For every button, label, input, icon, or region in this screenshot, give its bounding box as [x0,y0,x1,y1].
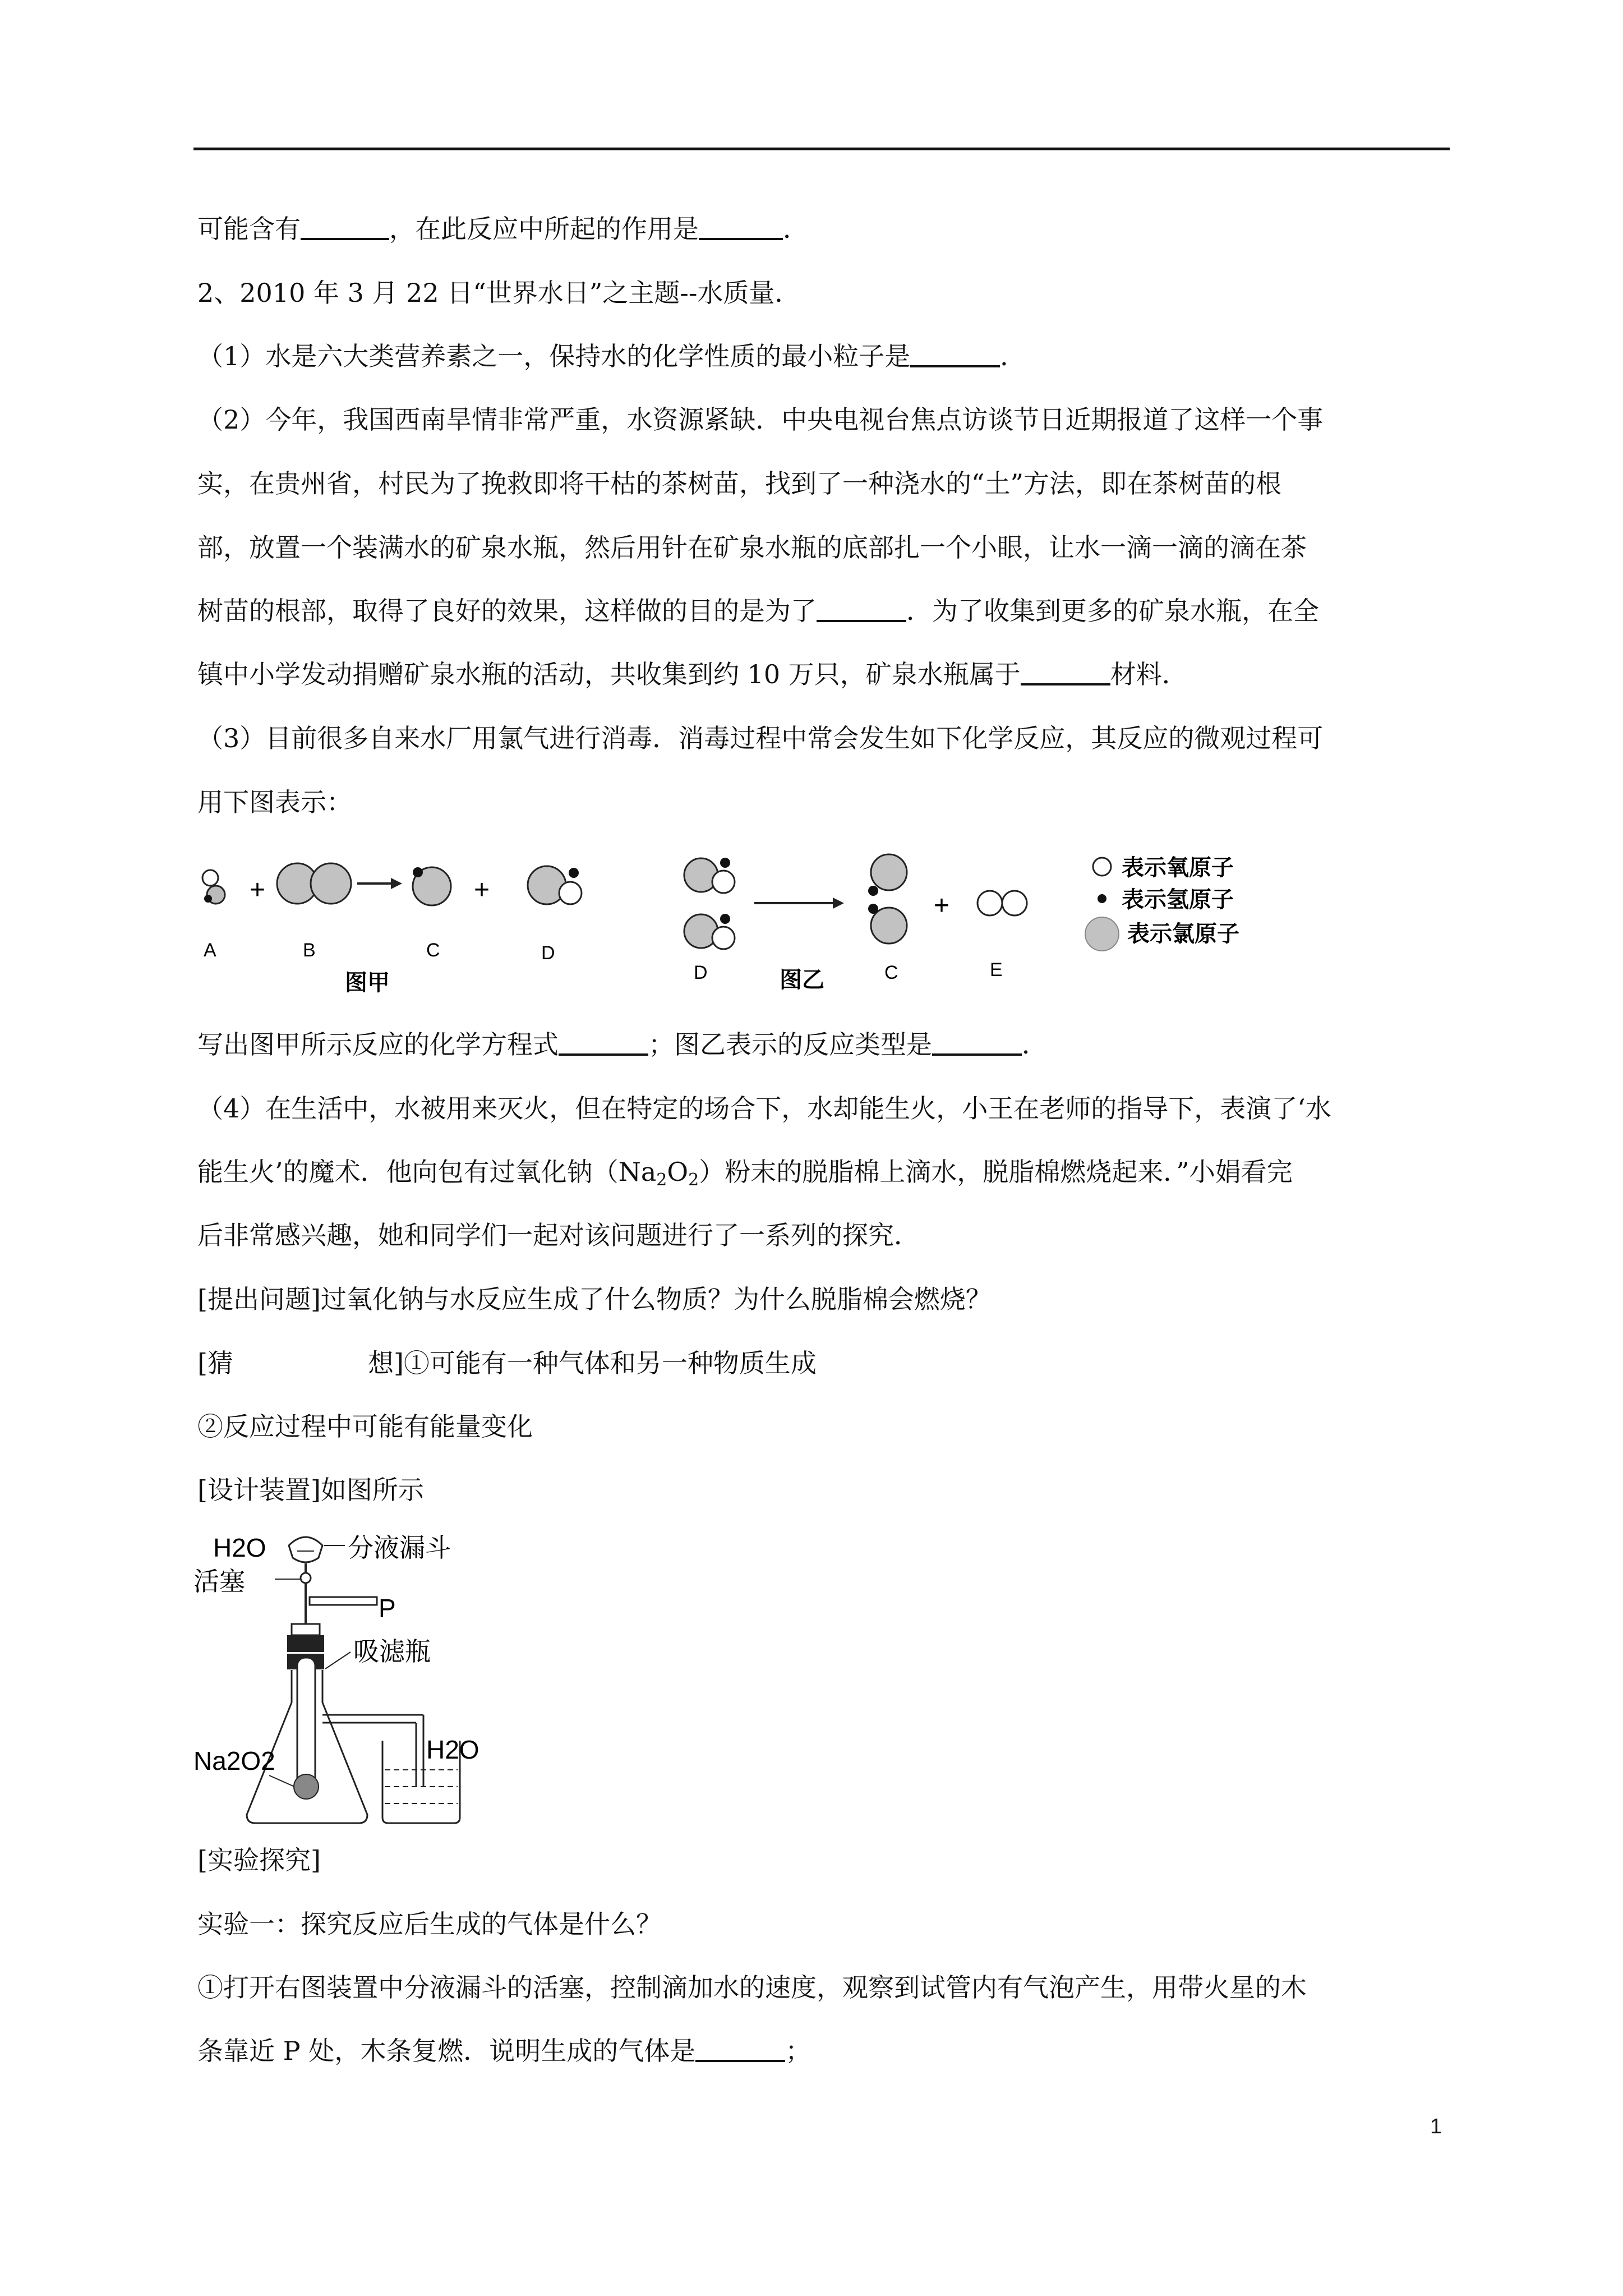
text-line: ①打开右图装置中分液漏斗的活塞，控制滴加水的速度，观察到试管内有气泡产生，用带火星的木 [197,1972,1307,2003]
molecule-d [528,866,582,904]
text-line: [设计装置]如图所示 [197,1475,424,1505]
molecule-c-lower [868,904,907,944]
label-funnel: 分液漏斗 [348,1533,451,1562]
answer-blank[interactable] [910,339,1000,367]
label-p: P [379,1594,396,1623]
text-line: ②反应过程中可能有能量变化 [197,1411,533,1442]
hydrogen-atom-icon [1098,894,1106,903]
text-line: （4）在生活中，水被用来灭火，但在特定的场合下，水却能生火，小王在老师的指导下，表演了‘水 [197,1093,1331,1124]
label-a: A [204,940,216,961]
oxygen-atom-icon [1093,858,1111,876]
molecule-c-upper [868,854,907,896]
filter-flask [247,1658,423,1823]
label-flask: 吸滤瓶 [353,1637,431,1666]
outlet-tube [310,1597,377,1605]
molecule-d-lower [684,914,735,949]
molecule-reaction-diagram [193,836,1287,1004]
answer-blank[interactable] [699,212,783,240]
answer-blank[interactable] [817,594,906,622]
molecule-a [202,870,225,904]
label-h2o-top: H2O [213,1533,266,1562]
plus-sign: + [934,891,950,921]
text-line: （1）水是六大类营养素之一，保持水的化学性质的最小粒子是 ． [197,339,1026,373]
header-rule [193,148,1450,150]
arrow [357,878,402,889]
answer-blank[interactable] [301,212,389,240]
text-line: [实验探究] [197,1845,321,1875]
text-line: 可能含有 ，在此反应中所起的作用是 ． [197,212,809,246]
label-d: D [694,962,708,983]
label-c: C [884,962,898,983]
answer-blank[interactable] [695,2034,785,2062]
legend-hydrogen: 表示氢原子 [1122,887,1234,912]
answer-blank[interactable] [932,1028,1022,1056]
text-line: 实，在贵州省，村民为了挽救即将干枯的茶树苗，找到了一种浇水的“土”方法，即在茶树苗的根 [197,468,1282,499]
label-h2o-beaker: H2O [426,1735,479,1764]
label-stopcock: 活塞 [193,1567,245,1596]
answer-blank[interactable] [559,1028,648,1056]
chlorine-atom-icon [1085,917,1119,951]
rubber-stopper [287,1635,324,1652]
text-line: [猜 想]①可能有一种气体和另一种物质生成 [197,1348,817,1378]
text-line: 实验一：探究反应后生成的气体是什么？ [197,1909,662,1939]
caption-jia: 图甲 [345,970,390,995]
separatory-funnel [289,1537,322,1627]
legend-oxygen: 表示氧原子 [1122,855,1234,880]
text-line: 镇中小学发动捐赠矿泉水瓶的活动，共收集到约 10 万只，矿泉水瓶属于 材料． [197,657,1188,691]
text-line: 用下图表示： [197,787,352,817]
label-na2o2: Na2O2 [193,1746,275,1775]
text-line: 后非常感兴趣，她和同学们一起对该问题进行了一系列的探究． [197,1220,920,1250]
page-number: 1 [1430,2115,1442,2138]
molecule-c [413,867,451,905]
legend-chlorine: 表示氯原子 [1127,922,1239,946]
legend [1085,855,1239,951]
text-line: （3）目前很多自来水厂用氯气进行消毒．消毒过程中常会发生如下化学反应，其反应的微观过程可 [197,723,1324,753]
label-c: C [426,940,440,961]
caption-yi: 图乙 [780,968,824,992]
text-line: 部，放置一个装满水的矿泉水瓶，然后用针在矿泉水瓶的底部扎一个小眼，让水一滴一滴的滴在茶 [197,532,1307,563]
text-line: 树苗的根部，取得了良好的效果，这样做的目的是为了 ．为了收集到更多的矿泉水瓶，在全 [197,594,1319,628]
plus-sign: + [250,875,266,905]
label-b: B [303,940,316,961]
stopcock-icon [301,1573,311,1583]
text-line: 条靠近 P 处，木条复燃．说明生成的气体是 ； [197,2034,811,2068]
label-e: E [990,959,1003,981]
text-line: 能生火’的魔术．他向包有过氧化钠$(Na_2O_2)$粉末的脱脂棉上滴水，脱脂棉燃烧起来．”小娟看完 [197,1157,1293,1190]
text-line: [提出问题]过氧化钠与水反应生成了什么物质？为什么脱脂棉会燃烧？ [197,1284,992,1314]
text-line: （2）今年，我国西南旱情非常严重，水资源紧缺．中央电视台焦点访谈节日近期报道了这样一个事 [197,404,1324,435]
arrow [754,898,844,909]
text-line: 写出图甲所示反应的化学方程式 ；图乙表示的反应类型是 ． [197,1028,1048,1061]
na2o2-powder [294,1774,319,1799]
molecule-b [277,863,351,904]
molecule-d-upper [684,858,735,893]
molecule-e [978,891,1027,915]
answer-blank[interactable] [1021,657,1110,685]
plus-sign: + [474,875,490,905]
apparatus-diagram [185,1523,634,1837]
label-d: D [541,942,555,964]
question-2-title: 2、2010 年 3 月 22 日“世界水日”之主题--水质量． [197,278,801,308]
